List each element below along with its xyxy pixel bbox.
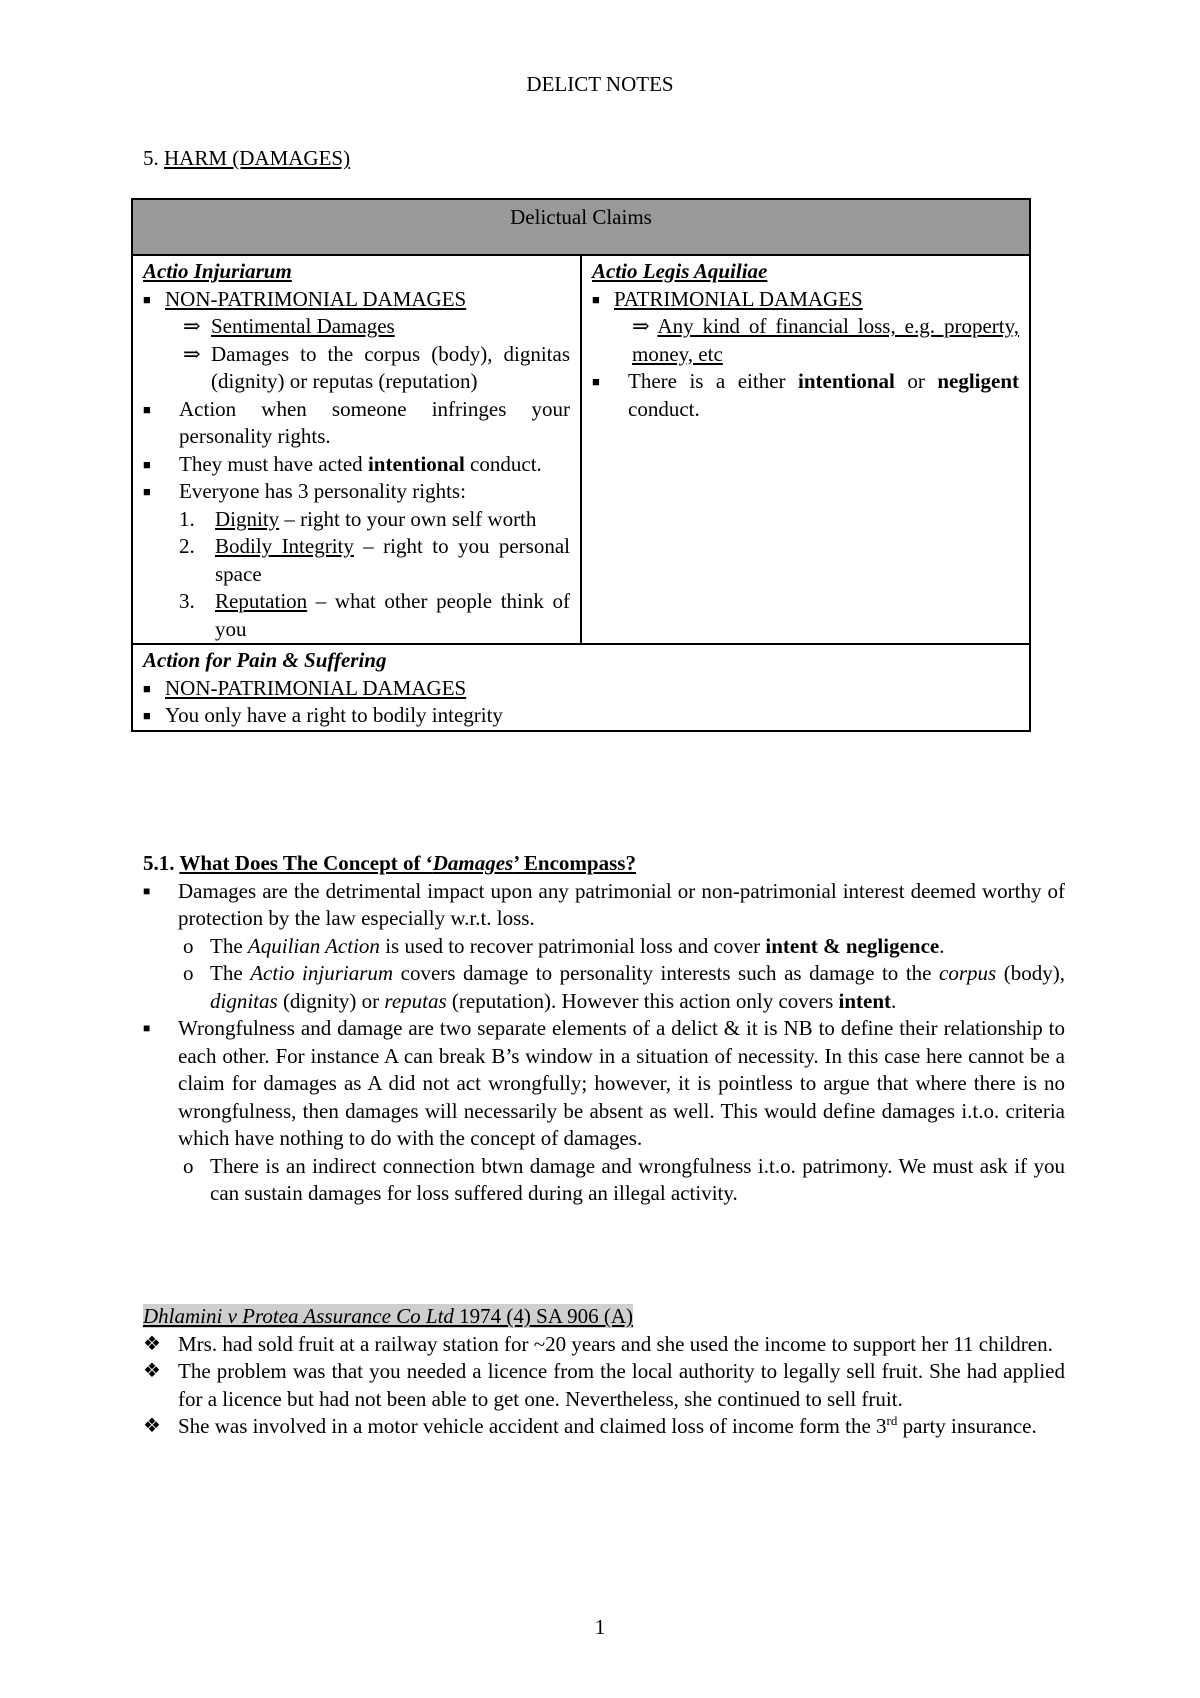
delictual-claims-table — [131, 198, 1031, 732]
subsection-heading: 5.1. What Does The Concept of ‘Damages’ Encompass? — [143, 851, 636, 875]
list-item: o The Aquilian Action is used to recover patrimonial loss and cover intent & negligence. — [143, 933, 1065, 961]
list-item: ■ PATRIMONIAL DAMAGES — [592, 286, 1019, 314]
list-item: o The Actio injuriarum covers damage to personality interests such as damage to the corpus (body), dignitas (dignity) or reputas (reputation). However this action only covers intent. — [143, 960, 1065, 1015]
square-bullet-icon: ■ — [143, 291, 151, 307]
square-bullet-icon: ■ — [143, 883, 151, 898]
table-row — [133, 256, 1029, 645]
four-diamond-bullet-icon: ❖ — [143, 1332, 161, 1355]
list-item: ⇒ Any kind of financial loss, e.g. property, money, etc — [632, 314, 1020, 366]
section-title: HARM (DAMAGES) — [164, 146, 351, 170]
list-item: ⇒ Sentimental Damages — [143, 313, 570, 341]
page-number: 1 — [594, 1615, 606, 1639]
list-item: ■ Wrongfulness and damage are two separate elements of a delict & it is NB to define their relationship to each other. For instance A can break B’s window in a situation of necessity. In this case here cannot be a claim for damages as A did not act wrongfully; however, it is pointless to argue that where there is no wrongfulness, then damages will necessarily be absent as well. This would define damages i.t.o. criteria which have nothing to do with the concept of damages. — [143, 1015, 1065, 1153]
circle-bullet-icon: o — [183, 1153, 194, 1178]
list-item: ⇒ Damages to the corpus (body), dignitas (dignity) or reputas (reputation) — [143, 341, 570, 396]
square-bullet-icon: ■ — [143, 680, 151, 696]
square-bullet-icon: ■ — [592, 291, 600, 307]
document-title: DELICT NOTES — [526, 72, 674, 96]
list-item: ❖ She was involved in a motor vehicle accident and claimed loss of income form the 3rd party insurance. — [143, 1413, 1065, 1441]
case-block — [143, 1303, 1065, 1441]
list-item: ■ NON-PATRIMONIAL DAMAGES — [143, 286, 570, 314]
list-item: ❖ Mrs. had sold fruit at a railway station for ~20 years and she used the income to support her 11 children. — [143, 1331, 1065, 1359]
right-arrow-icon: ⇒ — [183, 341, 201, 366]
square-bullet-icon: ■ — [143, 456, 151, 472]
list-item: ■ There is a either intentional or negligent conduct. — [592, 369, 1019, 421]
list-item: 3. Reputation – what other people think of you — [179, 589, 570, 641]
case-citation: 1974 (4) SA 906 (A) — [453, 1304, 633, 1328]
list-item: ■ Everyone has 3 personality rights: — [143, 478, 570, 506]
actio-legis-aquiliae-cell — [582, 256, 1029, 643]
actio-injuriarum-title: Actio Injuriarum — [143, 259, 292, 283]
square-bullet-icon: ■ — [143, 401, 151, 417]
right-arrow-icon: ⇒ — [183, 314, 201, 338]
square-bullet-icon: ■ — [143, 484, 151, 499]
list-item: ❖ The problem was that you needed a licence from the local authority to legally sell fruit. She had applied for a licence but had not been able to get one. Nevertheless, she continued to sell fruit. — [143, 1358, 1065, 1413]
case-name: Dhlamini v Protea Assurance Co Ltd — [143, 1304, 454, 1328]
actio-injuriarum-cell — [133, 256, 582, 643]
circle-bullet-icon: o — [183, 933, 194, 958]
list-item: 1. Dignity – right to your own self worth — [179, 506, 537, 531]
four-diamond-bullet-icon: ❖ — [143, 1415, 161, 1437]
four-diamond-bullet-icon: ❖ — [143, 1360, 161, 1382]
table-header: Delictual Claims — [133, 200, 1029, 256]
square-bullet-icon: ■ — [143, 708, 151, 723]
pain-and-suffering-title: Action for Pain & Suffering — [143, 648, 387, 672]
list-item: ■ Damages are the detrimental impact upon any patrimonial or non-patrimonial interest deemed worthy of protection by the law especially w.r.t. loss. — [143, 878, 1065, 933]
list-item: ■ Action when someone infringes your personality rights. — [143, 396, 570, 448]
pain-and-suffering-cell — [133, 645, 1029, 730]
section-number: 5. — [143, 146, 164, 170]
list-item: 2. Bodily Integrity – right to you personal space — [179, 534, 570, 586]
subsection-damages — [143, 850, 1065, 1208]
list-item: ■ They must have acted intentional conduct. — [143, 451, 570, 479]
list-item: o There is an indirect connection btwn damage and wrongfulness i.t.o. patrimony. We must ask if you can sustain damages for loss suffered during an illegal activity. — [143, 1153, 1065, 1208]
list-item: ■ You only have a right to bodily integrity — [143, 702, 1019, 730]
square-bullet-icon: ■ — [143, 1021, 151, 1035]
actio-legis-aquiliae-title: Actio Legis Aquiliae — [592, 259, 768, 283]
case-heading — [143, 1303, 1065, 1331]
square-bullet-icon: ■ — [592, 374, 600, 389]
circle-bullet-icon: o — [183, 961, 194, 985]
right-arrow-icon: ⇒ — [632, 314, 658, 338]
list-item: ■ NON-PATRIMONIAL DAMAGES — [143, 675, 1019, 703]
section-heading — [143, 145, 350, 173]
